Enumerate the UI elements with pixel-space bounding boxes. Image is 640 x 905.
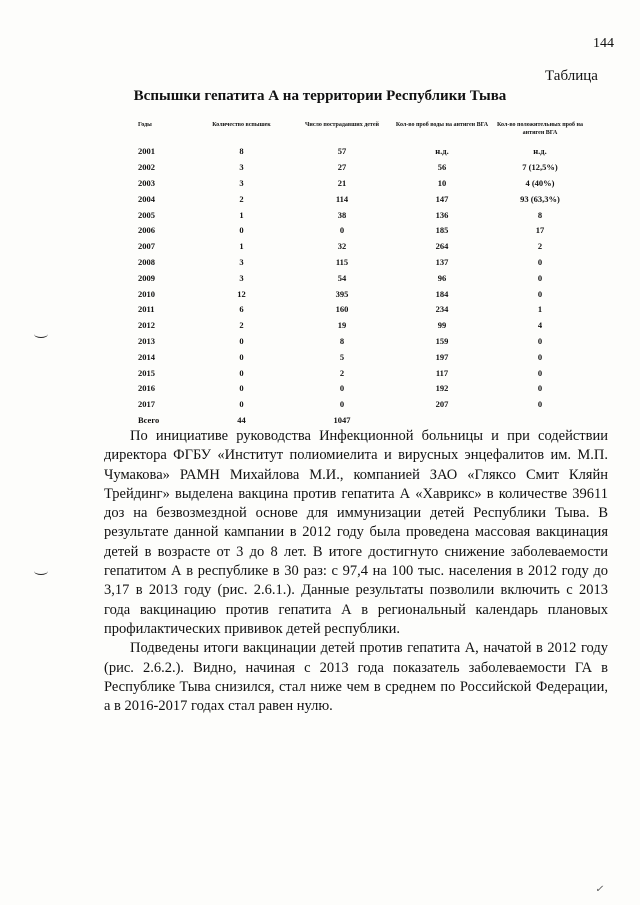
cell-affected-children: 5: [339, 351, 345, 362]
cell-water-samples: 264: [435, 241, 449, 252]
table-label: Таблица: [545, 68, 598, 84]
table-row: [132, 302, 589, 318]
cell-affected-children: 160: [335, 304, 349, 315]
table-row: [132, 333, 589, 349]
table-row: [132, 207, 589, 223]
cell-affected-children: 2: [339, 367, 345, 378]
cell-outbreaks: 2: [239, 193, 244, 204]
cell-year: 2012: [138, 320, 155, 331]
cell-affected-children: 27: [337, 162, 347, 173]
margin-mark: [34, 567, 48, 575]
total-cell-year: Всего: [138, 415, 160, 426]
cell-outbreaks: 6: [239, 304, 244, 315]
cell-affected-children: 32: [337, 241, 347, 252]
table-row: [132, 270, 589, 286]
cell-water-samples: 159: [435, 336, 449, 347]
cell-year: 2016: [138, 383, 155, 394]
table-body: [132, 144, 589, 428]
cell-affected-children: 115: [335, 257, 349, 268]
cell-affected-children: 8: [339, 336, 345, 347]
cell-affected-children: 0: [339, 383, 345, 394]
cell-positive-samples: 2: [537, 241, 543, 252]
cell-positive-samples: 0: [537, 351, 543, 362]
cell-positive-samples: 0: [537, 257, 543, 268]
cell-year: 2005: [138, 209, 155, 220]
table-row: [132, 381, 589, 397]
total-cell-outbreaks: 44: [237, 415, 246, 426]
cell-water-samples: 147: [435, 193, 449, 204]
cell-affected-children: 0: [339, 399, 345, 410]
table-row: [132, 144, 589, 160]
cell-affected-children: 114: [335, 193, 349, 204]
cell-positive-samples: 0: [537, 383, 543, 394]
column-header-positive-samples: Кол-во положительных проб на антиген ВГА: [497, 122, 583, 136]
cell-water-samples: 192: [435, 383, 449, 394]
cell-year: 2015: [138, 367, 155, 378]
cell-water-samples: 234: [435, 304, 449, 315]
cell-outbreaks: 3: [239, 162, 244, 173]
cell-outbreaks: 0: [239, 336, 244, 347]
cell-outbreaks: 0: [239, 367, 244, 378]
cell-affected-children: 38: [337, 209, 347, 220]
table-row: [132, 191, 589, 207]
outbreak-table: [132, 122, 589, 428]
table-row: [132, 238, 589, 254]
body-text: [104, 427, 608, 716]
cell-outbreaks: 8: [239, 146, 244, 157]
cell-affected-children: 0: [339, 225, 345, 236]
cell-year: 2013: [138, 336, 155, 347]
cell-year: 2010: [138, 288, 155, 299]
cell-positive-samples: 93 (63,3%): [520, 193, 560, 204]
cell-affected-children: 54: [337, 272, 347, 283]
cell-affected-children: 19: [337, 320, 347, 331]
cell-year: 2004: [138, 193, 155, 204]
page-number: 144: [593, 36, 614, 51]
cell-outbreaks: 1: [239, 241, 244, 252]
cell-affected-children: 57: [337, 146, 347, 157]
cell-positive-samples: н.д.: [533, 146, 547, 157]
cell-water-samples: 207: [435, 399, 449, 410]
cell-year: 2006: [138, 225, 155, 236]
cell-water-samples: 117: [435, 367, 449, 378]
cell-year: 2002: [138, 162, 155, 173]
cell-positive-samples: 7 (12,5%): [522, 162, 558, 173]
paragraph: Подведены итоги вакцинации детей против гепатита А, начатой в 2012 году (рис. 2.6.2.). Видно, начиная с 2013 года показатель заболеваемости ГА в Республике Тыва снизился, стал ниже чем в среднем по Российской Федерации, а в 2016-2017 годах стал равен нулю.: [104, 640, 608, 715]
cell-year: 2001: [138, 146, 155, 157]
cell-water-samples: 10: [437, 178, 447, 189]
column-header-outbreaks: Количество вспышек: [212, 122, 271, 128]
table-row: [132, 396, 589, 412]
table-row: [132, 175, 589, 191]
table-total-row: [132, 412, 589, 428]
table-row: [132, 365, 589, 381]
cell-year: 2008: [138, 257, 155, 268]
table-row: [132, 254, 589, 270]
cell-outbreaks: 3: [239, 257, 244, 268]
cell-water-samples: 184: [435, 288, 449, 299]
table-row: [132, 286, 589, 302]
cell-water-samples: 56: [437, 162, 447, 173]
cell-water-samples: н.д.: [435, 146, 449, 157]
cell-outbreaks: 0: [239, 399, 244, 410]
cell-positive-samples: 8: [537, 209, 543, 220]
paragraph: По инициативе руководства Инфекционной больницы и при содействии директора ФГБУ «Институт полиомиелита и вирусных энцефалитов им. М.П. Чумакова» РАМН Михайлова М.И., компанией ЗАО «Гляксо Смит Кляйн Трейдинг» выделена вакцина против гепатита А «Хаврикс» в количестве 39611 доз на безвозмездной основе для иммунизации детей Республики Тыва. В результате данной кампании в 2012 году была проведена массовая вакцинация детей в возрасте от 3 до 8 лет. В итоге достигнуто снижение заболеваемости гепатитом А в республике в 30 раз: с 97,4 на 100 тыс. населения в 2012 году до 3,17 в 2013 году (рис. 2.6.1.). Данные результаты позволили включить с 2013 года вакцинацию против гепатита А в региональный календарь плановых профилактических прививок детей республики.: [104, 428, 608, 637]
cell-water-samples: 99: [437, 320, 447, 331]
cell-water-samples: 136: [435, 209, 449, 220]
total-cell-positive-samples: [491, 412, 589, 428]
cell-year: 2007: [138, 241, 155, 252]
cell-outbreaks: 0: [239, 383, 244, 394]
cell-outbreaks: 3: [239, 272, 244, 283]
cell-year: 2009: [138, 272, 155, 283]
cell-positive-samples: 0: [537, 399, 543, 410]
column-header-years: Годы: [138, 122, 152, 128]
cell-outbreaks: 0: [239, 351, 244, 362]
cell-outbreaks: 12: [237, 288, 246, 299]
table-row: [132, 159, 589, 175]
table-header-row: [132, 122, 589, 144]
cell-positive-samples: 4: [537, 320, 543, 331]
column-header-water-samples: Кол-во проб воды на антиген ВГА: [395, 122, 489, 128]
cell-outbreaks: 3: [239, 178, 244, 189]
cell-positive-samples: 0: [537, 288, 543, 299]
cell-water-samples: 137: [435, 257, 449, 268]
cell-affected-children: 395: [335, 288, 349, 299]
cell-positive-samples: 4 (40%): [525, 178, 555, 189]
cell-water-samples: 185: [435, 225, 449, 236]
total-cell-affected-children: 1047: [333, 415, 351, 426]
cell-water-samples: 197: [435, 351, 449, 362]
cell-outbreaks: 0: [239, 225, 244, 236]
cell-year: 2003: [138, 178, 155, 189]
cell-positive-samples: 0: [537, 272, 543, 283]
cell-year: 2011: [138, 304, 155, 315]
cell-positive-samples: 1: [537, 304, 543, 315]
table-title: Вспышки гепатита А на территории Республики Тыва: [133, 88, 507, 104]
cell-year: 2017: [138, 399, 155, 410]
table-row: [132, 349, 589, 365]
cell-water-samples: 96: [437, 272, 447, 283]
cell-outbreaks: 1: [239, 209, 244, 220]
cell-positive-samples: 0: [537, 336, 543, 347]
cell-year: 2014: [138, 351, 155, 362]
column-header-affected-children: Число пострадавших детей: [305, 122, 379, 128]
table-row: [132, 223, 589, 239]
handwritten-mark: ✓: [595, 884, 604, 895]
cell-positive-samples: 17: [535, 225, 545, 236]
cell-outbreaks: 2: [239, 320, 244, 331]
table-row: [132, 317, 589, 333]
margin-mark: [34, 330, 48, 338]
cell-affected-children: 21: [337, 178, 347, 189]
cell-positive-samples: 0: [537, 367, 543, 378]
total-cell-water-samples: [393, 412, 491, 428]
